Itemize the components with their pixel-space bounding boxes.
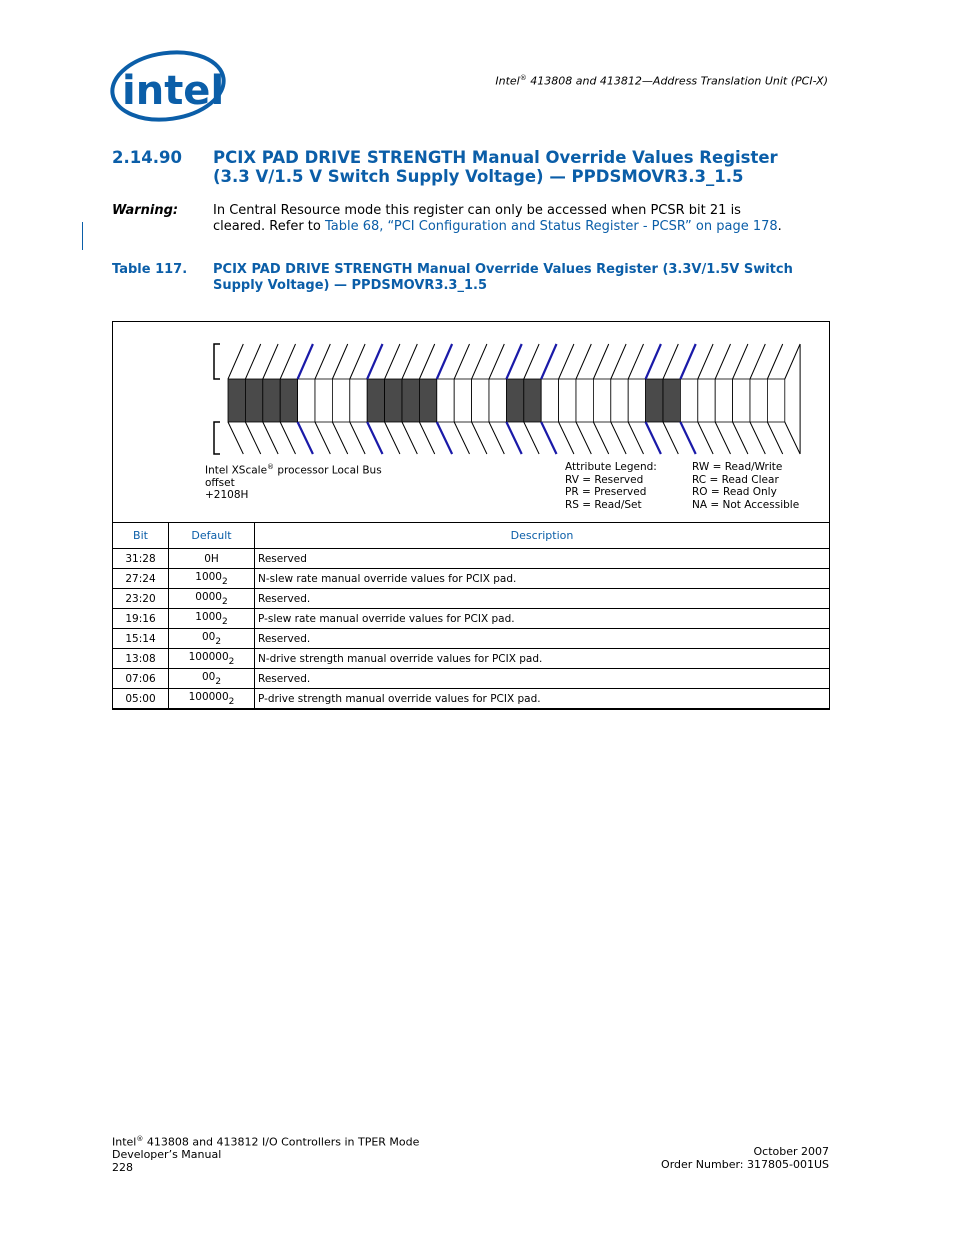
radix-subscript: 2	[222, 616, 228, 627]
top-slant-10	[402, 344, 417, 379]
legend-item-3: RS = Read/Set	[565, 498, 642, 511]
top-slant-20	[576, 344, 591, 379]
top-slant-26	[680, 344, 695, 379]
bit-cell-5	[680, 379, 697, 422]
field-description: Reserved.	[255, 669, 830, 689]
section-title-line1: PCIX PAD DRIVE STRENGTH Manual Override Values Register	[213, 148, 778, 167]
legend-item-0: Attribute Legend:	[565, 461, 657, 473]
top-slant-11	[419, 344, 434, 379]
bit-cell-19	[437, 379, 454, 422]
bit-cell-8	[628, 379, 645, 422]
default-value	[169, 609, 255, 629]
bottom-slant-15	[489, 422, 504, 454]
radix-subscript: 2	[228, 696, 235, 707]
section-title	[213, 148, 823, 186]
footer-brand: Intel	[112, 1135, 137, 1149]
legend-bus-text2: processor Local Bus	[274, 464, 382, 477]
bottom-slant-24	[646, 422, 661, 454]
default-value	[169, 569, 255, 589]
legend-item-right-1: RC = Read Clear	[692, 473, 779, 486]
warning-text-body: In Central Resource mode this register can only be accessed when PCSR bit 21 is cleared. Refer to	[213, 203, 741, 234]
legend-item-2: PR = Preserved	[565, 486, 647, 498]
attribute-legend-right	[692, 461, 799, 511]
table-row	[113, 569, 830, 589]
bit-cell-10	[593, 379, 610, 422]
bit-cell-13	[541, 379, 558, 422]
bottom-slant-29	[733, 422, 748, 454]
table-row	[113, 609, 830, 629]
bit-cell-22	[385, 379, 402, 422]
table-header-row	[113, 523, 830, 549]
default-value	[169, 669, 255, 689]
table-row	[113, 669, 830, 689]
col-description: Description	[255, 523, 830, 549]
top-slant-32	[785, 344, 800, 379]
top-slant-15	[489, 344, 504, 379]
table-row	[113, 689, 830, 709]
table-label: Table 117.	[112, 262, 188, 277]
bit-cell-29	[263, 379, 280, 422]
legend-bus-text: Intel XScale	[205, 464, 268, 477]
top-slant-25	[663, 344, 678, 379]
radix-subscript: 2	[222, 596, 228, 607]
bit-range: 27:24	[113, 569, 169, 589]
radix-subscript: 2	[215, 676, 222, 687]
bottom-slant-16	[506, 422, 521, 454]
bottom-slant-6	[332, 422, 347, 454]
default-value	[169, 629, 255, 649]
default-digits: 1000	[195, 570, 222, 583]
bracket-top	[214, 344, 220, 379]
footer-order-number: Order Number: 317805-001US	[661, 1157, 829, 1171]
top-slant-12	[437, 344, 452, 379]
bit-cell-7	[646, 379, 663, 422]
top-slant-4	[298, 344, 313, 379]
bit-cell-27	[298, 379, 315, 422]
attribute-legend	[565, 461, 657, 511]
default-digits: 00	[201, 630, 216, 643]
bit-cell-4	[698, 379, 715, 422]
bottom-slant-7	[350, 422, 365, 454]
bit-cell-12	[559, 379, 576, 422]
bottom-slant-2	[263, 422, 278, 454]
top-slant-9	[385, 344, 400, 379]
legend-item-right-0: RW = Read/Write	[692, 461, 783, 473]
legend-item-right-2: RO = Read Only	[692, 486, 777, 498]
top-slant-14	[472, 344, 487, 379]
bracket-bottom	[214, 422, 220, 454]
bottom-slant-13	[454, 422, 469, 454]
bit-cell-24	[350, 379, 367, 422]
header-reg-mark: ®	[519, 74, 527, 82]
field-description: Reserved	[255, 549, 830, 569]
top-slant-31	[767, 344, 782, 379]
bottom-slant-21	[593, 422, 608, 454]
bit-cell-11	[576, 379, 593, 422]
radix-subscript: 2	[222, 576, 228, 587]
bottom-slant-8	[367, 422, 382, 454]
top-slant-24	[646, 344, 661, 379]
bottom-slant-26	[680, 422, 695, 454]
bottom-slant-9	[385, 422, 400, 454]
legend-offset-label: offset	[205, 477, 235, 489]
legend-bus	[205, 461, 382, 490]
bit-cell-28	[280, 379, 297, 422]
default-digits: 0000	[195, 590, 222, 603]
bit-cell-26	[315, 379, 332, 422]
table-title-line2: Supply Voltage) — PPDSMOVR3.3_1.5	[213, 278, 488, 293]
bottom-slant-32	[785, 422, 800, 454]
top-slant-8	[367, 344, 382, 379]
bit-cell-21	[402, 379, 419, 422]
table-row	[113, 649, 830, 669]
bit-range: 05:00	[113, 689, 169, 709]
top-slant-22	[611, 344, 626, 379]
field-description: P-slew rate manual override values for PCIX pad.	[255, 609, 830, 629]
bit-cell-15	[506, 379, 523, 422]
top-slant-28	[715, 344, 730, 379]
bottom-slant-12	[437, 422, 452, 454]
radix-subscript: 2	[228, 656, 235, 667]
bottom-slant-0	[228, 422, 243, 454]
legend-item-right-3: NA = Not Accessible	[692, 498, 800, 511]
register-offset: +2108H	[205, 489, 249, 501]
intel-logo	[108, 48, 230, 126]
field-description: P-drive strength manual override values for PCIX pad.	[255, 689, 830, 709]
bit-cell-17	[472, 379, 489, 422]
bottom-slant-14	[472, 422, 487, 454]
default-digits: 1000	[195, 610, 222, 623]
bottom-slant-5	[315, 422, 330, 454]
bit-cell-14	[524, 379, 541, 422]
section-number: 2.14.90	[112, 148, 182, 167]
table-body	[113, 549, 830, 709]
bit-cell-20	[419, 379, 436, 422]
top-slant-7	[350, 344, 365, 379]
default-value	[169, 549, 255, 569]
page-number: 228	[112, 1160, 133, 1174]
top-slant-1	[245, 344, 260, 379]
header-brand: Intel	[495, 74, 520, 88]
bottom-slant-23	[628, 422, 643, 454]
top-slant-16	[506, 344, 521, 379]
bit-cell-1	[750, 379, 767, 422]
table68-link[interactable]: Table 68, “PCI Configuration and Status Register - PCSR” on page 178	[324, 219, 778, 234]
table-title	[213, 262, 813, 294]
footer-reg-mark: ®	[136, 1135, 144, 1143]
default-digits: 00	[201, 670, 216, 683]
bit-range: 15:14	[113, 629, 169, 649]
legend-item-1: RV = Reserved	[565, 473, 644, 486]
bottom-slant-22	[611, 422, 626, 454]
bit-range: 31:28	[113, 549, 169, 569]
bottom-slant-28	[715, 422, 730, 454]
top-slant-29	[733, 344, 748, 379]
register-bitfield-diagram	[202, 338, 802, 460]
default-value	[169, 649, 255, 669]
default-digits: 100000	[188, 650, 229, 663]
footer-product: 413808 and 413812 I/O Controllers in TPER Mode	[143, 1135, 420, 1149]
warning-text-end: .	[777, 219, 782, 234]
bit-cell-9	[611, 379, 628, 422]
bottom-slant-27	[698, 422, 713, 454]
bit-range: 19:16	[113, 609, 169, 629]
bottom-slant-4	[298, 422, 313, 454]
footer-left	[112, 1133, 419, 1174]
header-text: 413808 and 413812—Address Translation Unit (PCI-X)	[526, 74, 828, 88]
default-value	[169, 689, 255, 709]
bit-cell-18	[454, 379, 471, 422]
top-slant-0	[228, 344, 243, 379]
running-header	[495, 74, 828, 88]
field-description: Reserved.	[255, 629, 830, 649]
field-description: Reserved.	[255, 589, 830, 609]
bottom-slant-18	[541, 422, 556, 454]
bottom-slant-3	[280, 422, 295, 454]
bottom-slant-1	[245, 422, 260, 454]
bit-cell-6	[663, 379, 680, 422]
top-slant-5	[315, 344, 330, 379]
warning-text	[213, 203, 793, 235]
top-slant-23	[628, 344, 643, 379]
logo-text: intel	[122, 68, 225, 114]
field-description: N-slew rate manual override values for PCIX pad.	[255, 569, 830, 589]
top-slant-2	[263, 344, 278, 379]
default-digits: 0H	[204, 552, 219, 565]
bit-cell-30	[245, 379, 262, 422]
footer-manual: Developer’s Manual	[112, 1148, 222, 1162]
table-title-line1: PCIX PAD DRIVE STRENGTH Manual Override Values Register (3.3V/1.5V Switch	[213, 262, 793, 277]
table-row	[113, 549, 830, 569]
bit-cell-31	[228, 379, 245, 422]
top-slant-21	[593, 344, 608, 379]
bit-range: 07:06	[113, 669, 169, 689]
bottom-slant-10	[402, 422, 417, 454]
bottom-slant-25	[663, 422, 678, 454]
legend-reg-mark: ®	[267, 463, 275, 471]
top-slant-30	[750, 344, 765, 379]
register-description-table	[112, 522, 830, 709]
bit-cell-16	[489, 379, 506, 422]
top-slant-3	[280, 344, 295, 379]
section-title-line2: (3.3 V/1.5 V Switch Supply Voltage) — PPDSMOVR3.3_1.5	[213, 167, 744, 186]
footer-date: October 2007	[753, 1145, 829, 1158]
default-value	[169, 589, 255, 609]
bottom-slant-17	[524, 422, 539, 454]
top-slant-6	[332, 344, 347, 379]
top-slant-27	[698, 344, 713, 379]
bit-cell-0	[767, 379, 784, 422]
top-slant-18	[541, 344, 556, 379]
bit-range: 23:20	[113, 589, 169, 609]
warning-label: Warning:	[112, 203, 179, 218]
bottom-slant-31	[767, 422, 782, 454]
bit-cell-3	[715, 379, 732, 422]
field-description: N-drive strength manual override values for PCIX pad.	[255, 649, 830, 669]
table-row	[113, 589, 830, 609]
radix-subscript: 2	[215, 636, 222, 647]
col-default: Default	[169, 523, 255, 549]
bottom-slant-20	[576, 422, 591, 454]
default-digits: 100000	[188, 690, 229, 703]
footer-right	[661, 1146, 829, 1171]
bit-cell-23	[367, 379, 384, 422]
col-bit: Bit	[113, 523, 169, 549]
table-row	[113, 629, 830, 649]
top-slant-17	[524, 344, 539, 379]
bottom-slant-30	[750, 422, 765, 454]
bottom-slant-19	[559, 422, 574, 454]
bit-cell-2	[733, 379, 750, 422]
change-bar	[82, 222, 83, 250]
top-slant-19	[559, 344, 574, 379]
bit-cell-25	[332, 379, 349, 422]
bottom-slant-11	[419, 422, 434, 454]
bit-range: 13:08	[113, 649, 169, 669]
top-slant-13	[454, 344, 469, 379]
